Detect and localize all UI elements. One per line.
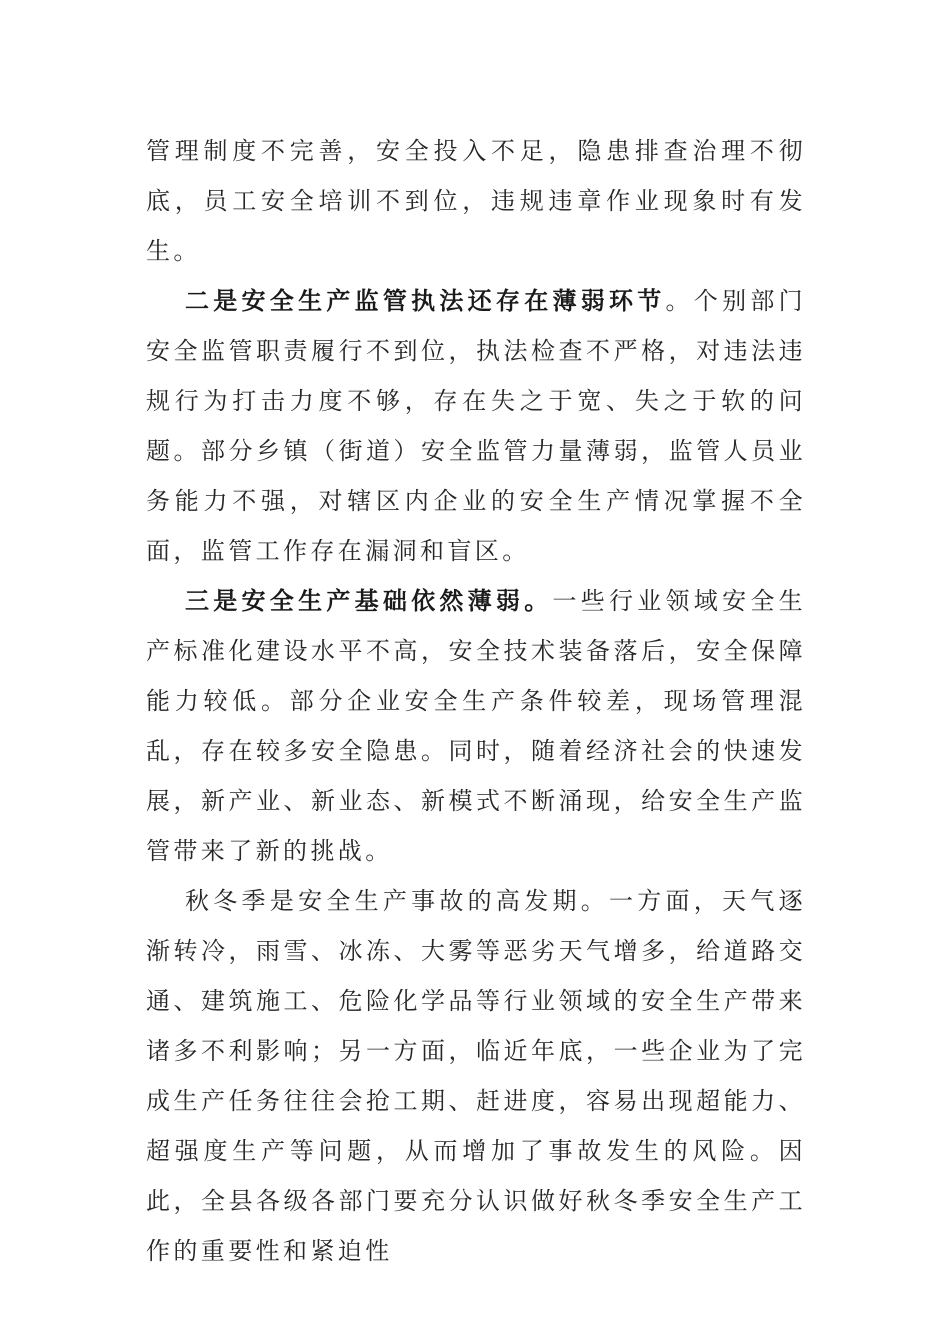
paragraph-continuation xyxy=(146,126,806,276)
paragraph-autumn-winter xyxy=(146,876,806,1276)
paragraph-text: 管理制度不完善，安全投入不足，隐患排查治理不彻底，员工安全培训不到位，违规违章作业现象时有发生。 xyxy=(146,137,806,265)
paragraph-supervision-weakness xyxy=(146,276,806,576)
paragraph-text: 。个别部门安全监管职责履行不到位，执法检查不严格，对违法违规行为打击力度不够，存在失之于宽、失之于软的问题。部分乡镇（街道）安全监管力量薄弱，监管人员业务能力不强，对辖区内企业的安全生产情况掌握不全面，监管工作存在漏洞和盲区。 xyxy=(146,287,806,565)
paragraph-text: 一些行业领域安全生产标准化建设水平不高，安全技术装备落后，安全保障能力较低。部分企业安全生产条件较差，现场管理混乱，存在较多安全隐患。同时，随着经济社会的快速发展，新产业、新业态、新模式不断涌现，给安全生产监管带来了新的挑战。 xyxy=(146,587,806,865)
document-body xyxy=(146,126,806,1276)
paragraph-lead-heading: 二是安全生产监管执法还存在薄弱环节 xyxy=(185,286,666,315)
paragraph-foundation-weakness xyxy=(146,576,806,876)
paragraph-text: 秋冬季是安全生产事故的高发期。一方面，天气逐渐转冷，雨雪、冰冻、大雾等恶劣天气增多，给道路交通、建筑施工、危险化学品等行业领域的安全生产带来诸多不利影响；另一方面，临近年底，一些企业为了完成生产任务往往会抢工期、赶进度，容易出现超能力、超强度生产等问题，从而增加了事故发生的风险。因此，全县各级各部门要充分认识做好秋冬季安全生产工作的重要性和紧迫性 xyxy=(146,887,806,1265)
paragraph-lead-heading: 三是安全生产基础依然薄弱。 xyxy=(185,586,553,615)
